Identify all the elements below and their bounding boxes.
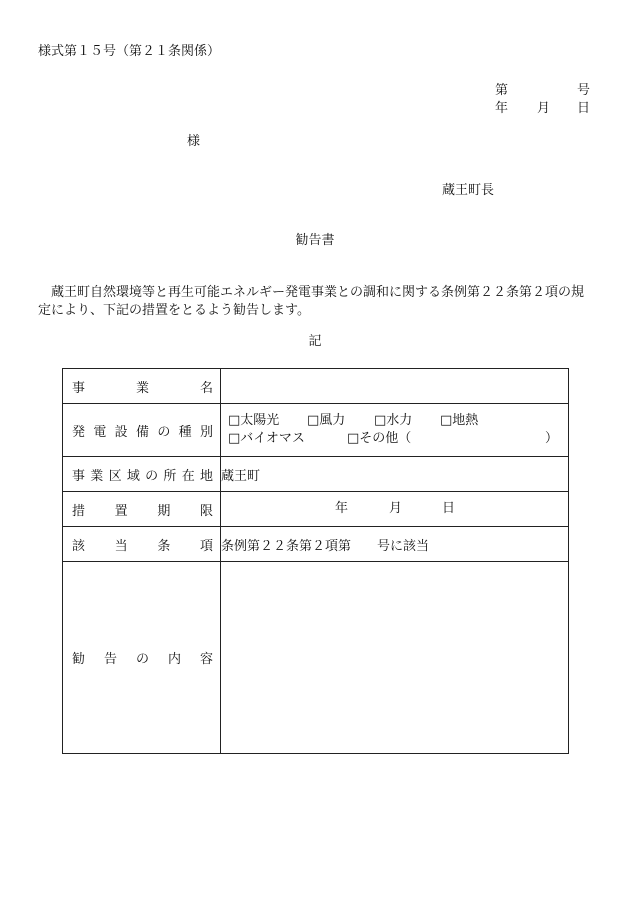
table-row-business-area	[63, 457, 569, 492]
label-char: 発	[72, 424, 86, 440]
label-char: 容	[199, 652, 213, 667]
label-char: 条	[157, 538, 171, 554]
period-month: 月	[389, 501, 403, 516]
date-month: 月	[537, 101, 551, 116]
table-row-content	[63, 562, 569, 754]
label-char: 勧	[72, 652, 86, 667]
label-char: 事	[72, 468, 86, 484]
business-area-value[interactable]: 蔵王町	[221, 457, 569, 492]
clause-value[interactable]: 条例第２２条第２項第 号に該当	[221, 527, 569, 562]
label-char: 地	[199, 468, 213, 484]
label-char: 事	[72, 380, 86, 396]
table-row-generation-type	[63, 404, 569, 457]
document-number-suffix: 号	[577, 83, 591, 98]
label-clause	[63, 527, 221, 562]
document-title: 勧告書	[295, 233, 335, 248]
ki-heading: 記	[308, 334, 322, 349]
label-char: 備	[135, 424, 149, 440]
label-char: 所	[163, 468, 177, 484]
label-char: 当	[114, 538, 128, 554]
label-char: 置	[114, 503, 128, 519]
label-char: 項	[199, 538, 213, 554]
document-number-prefix: 第	[495, 83, 509, 98]
table-row-business-name	[63, 369, 569, 404]
label-char: 区	[108, 468, 122, 484]
label-char: の	[135, 652, 149, 667]
checkbox-biomass[interactable]: □バイオマス	[228, 431, 305, 446]
date-day: 日	[577, 101, 591, 116]
label-char: 域	[126, 468, 140, 484]
label-char: の	[157, 424, 171, 440]
label-business-area	[63, 457, 221, 492]
checkbox-wind[interactable]: □風力	[307, 413, 346, 428]
checkbox-geothermal[interactable]: □地熱	[440, 413, 479, 428]
label-char: の	[145, 468, 159, 484]
label-generation-type	[63, 404, 221, 457]
period-day: 日	[442, 501, 456, 516]
label-char: 在	[181, 468, 195, 484]
table-row-clause	[63, 527, 569, 562]
label-char: 電	[93, 424, 107, 440]
period-year: 年	[335, 501, 349, 516]
label-char: 措	[72, 503, 86, 519]
label-char: 該	[72, 538, 86, 554]
generation-type-options	[221, 404, 569, 457]
table-row-measure-period	[63, 492, 569, 527]
content-value[interactable]	[221, 562, 569, 754]
label-char: 設	[114, 424, 128, 440]
checkbox-solar[interactable]: □太陽光	[228, 413, 280, 428]
form-number: 様式第１５号（第２１条関係）	[38, 44, 221, 59]
label-char: 告	[103, 652, 117, 667]
addressee: 様	[187, 134, 201, 149]
checkbox-other[interactable]: □その他（	[347, 431, 412, 446]
label-char: 業	[135, 380, 149, 396]
label-char: 種	[178, 424, 192, 440]
business-name-value[interactable]	[221, 369, 569, 404]
measure-period-value[interactable]	[221, 492, 569, 527]
label-measure-period	[63, 492, 221, 527]
label-char: 期	[157, 503, 171, 519]
date-year: 年	[495, 101, 509, 116]
checkbox-hydro[interactable]: □水力	[374, 413, 413, 428]
recommendation-table	[62, 368, 569, 754]
label-char: 限	[199, 503, 213, 519]
body-text: 蔵王町自然環境等と再生可能エネルギー発電事業との調和に関する条例第２２条第２項の規定により、下記の措置をとるよう勧告します。	[38, 285, 585, 318]
sender: 蔵王町長	[442, 183, 495, 198]
label-char: 内	[167, 652, 181, 667]
label-char: 業	[90, 468, 104, 484]
label-content	[63, 562, 221, 754]
other-close-paren: ）	[545, 431, 559, 446]
label-char: 別	[199, 424, 213, 440]
label-char: 名	[199, 380, 213, 396]
label-business-name	[63, 369, 221, 404]
